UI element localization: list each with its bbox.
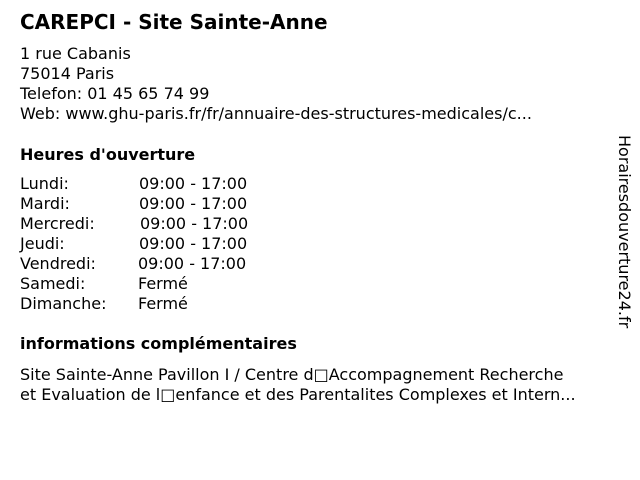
phone-number[interactable]: Telefon: 01 45 65 74 99 <box>20 84 210 103</box>
day-hours: 09:00 - 17:00 <box>140 214 249 233</box>
day-label: Mardi: <box>20 194 70 213</box>
opening-hours-heading: Heures d'ouverture <box>20 145 196 164</box>
site-watermark: Horairesdouverture24.fr <box>615 135 634 329</box>
day-hours: 09:00 - 17:00 <box>139 234 248 253</box>
day-label: Samedi: <box>20 274 86 293</box>
day-label: Jeudi: <box>20 234 65 253</box>
website-link[interactable]: Web: www.ghu-paris.fr/fr/annuaire-des-structures-medicales/c... <box>20 104 532 123</box>
day-label: Mercredi: <box>20 214 95 233</box>
day-hours: 09:00 - 17:00 <box>139 174 248 193</box>
day-label: Lundi: <box>20 174 69 193</box>
info-text-line: et Evaluation de l□enfance et des Parentalites Complexes et Intern... <box>20 385 576 404</box>
day-hours: 09:00 - 17:00 <box>139 194 248 213</box>
day-label: Vendredi: <box>20 254 96 273</box>
day-hours: Fermé <box>138 274 188 293</box>
address-city: 75014 Paris <box>20 64 115 83</box>
day-hours: 09:00 - 17:00 <box>138 254 247 273</box>
info-heading: informations complémentaires <box>20 334 297 353</box>
day-hours: Fermé <box>138 294 188 313</box>
page-title: CAREPCI - Site Sainte-Anne <box>20 10 328 34</box>
day-label: Dimanche: <box>20 294 107 313</box>
info-text-line: Site Sainte-Anne Pavillon I / Centre d□Accompagnement Recherche <box>20 365 564 384</box>
address-street: 1 rue Cabanis <box>20 44 131 63</box>
